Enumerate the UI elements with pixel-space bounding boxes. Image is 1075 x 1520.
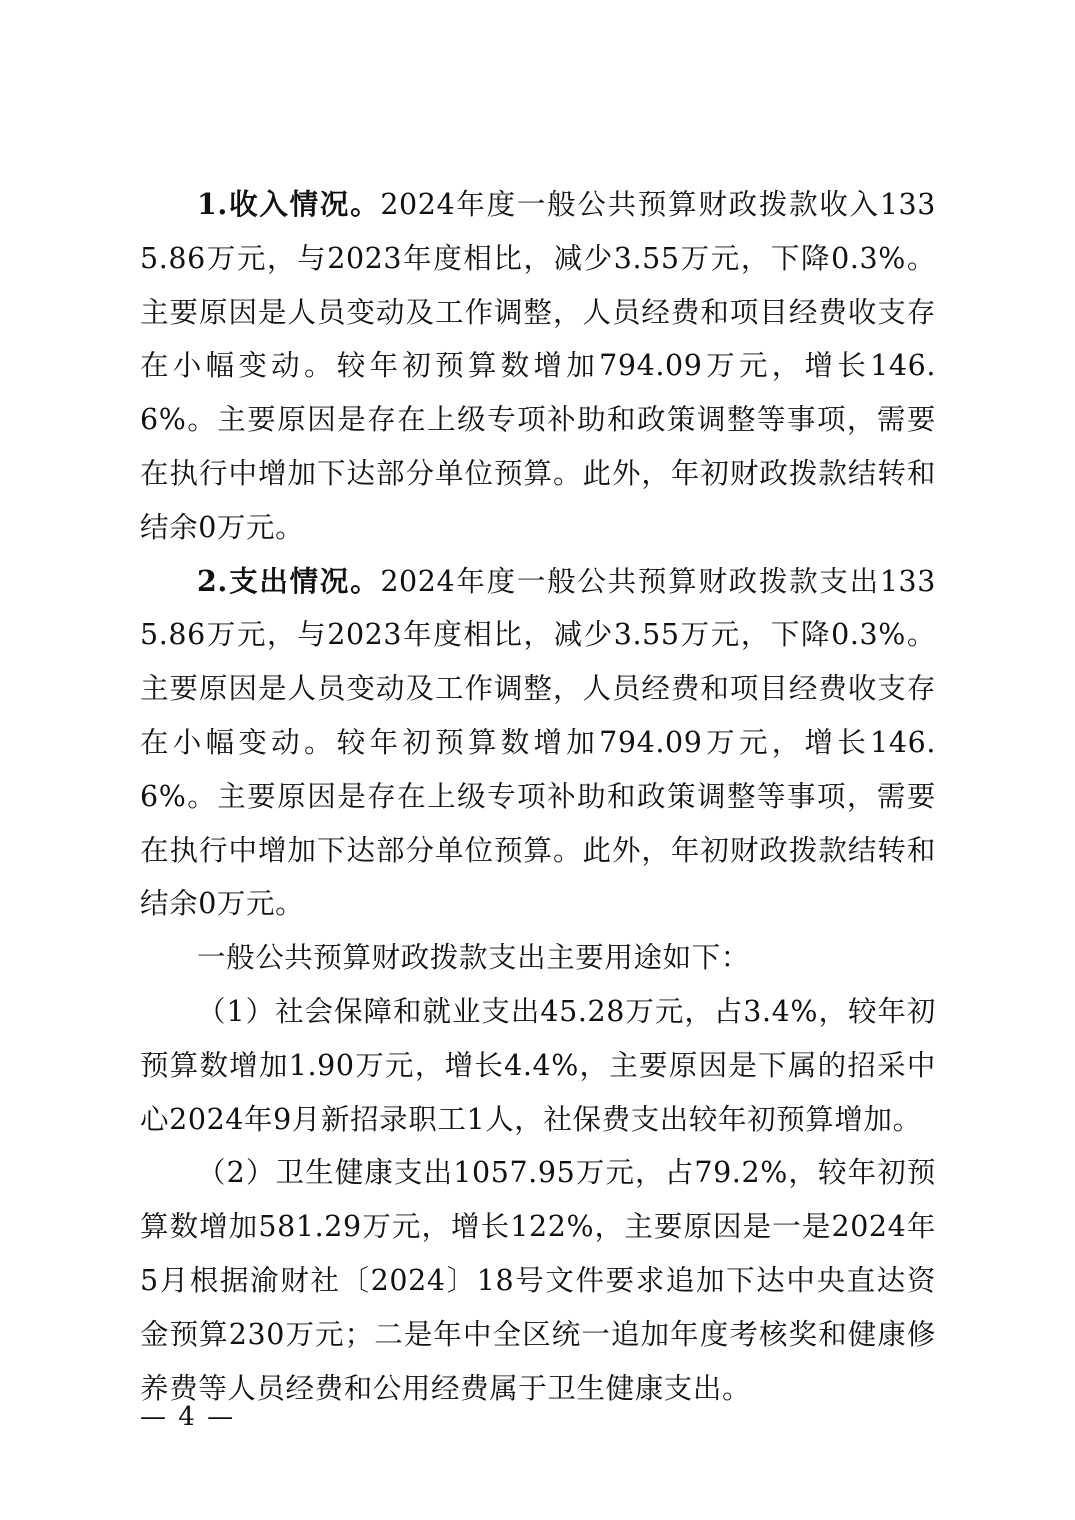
- document-body: [140, 178, 936, 1415]
- expense-paragraph: [140, 555, 936, 932]
- expense-text: 2024年度一般公共预算财政拨款支出1335.86万元，与2023年度相比，减少3.55万元，下降0.3%。主要原因是人员变动及工作调整，人员经费和项目经费收支存在小幅变动。较年初预算数增加794.09万元，增长146.6%。主要原因是存在上级专项补助和政策调整等事项，需要在执行中增加下达部分单位预算。此外，年初财政拨款结转和结余0万元。: [140, 564, 937, 921]
- page-number: — 4 —: [140, 1402, 236, 1432]
- expense-heading: 2.支出情况。: [197, 563, 381, 598]
- usage-item-health: （2）卫生健康支出1057.95万元，占79.2%，较年初预算数增加581.29万元，增长122%，主要原因是一是2024年5月根据渝财社〔2024〕18号文件要求追加下达中央直达资金预算230万元；二是年中全区统一追加年度考核奖和健康修养费等人员经费和公用经费属于卫生健康支出。: [140, 1156, 936, 1405]
- income-text: 2024年度一般公共预算财政拨款收入1335.86万元，与2023年度相比，减少3.55万元，下降0.3%。主要原因是人员变动及工作调整，人员经费和项目经费收支存在小幅变动。较年初预算数增加794.09万元，增长146.6%。主要原因是存在上级专项补助和政策调整等事项，需要在执行中增加下达部分单位预算。此外，年初财政拨款结转和结余0万元。: [140, 188, 937, 544]
- income-heading: 1.收入情况。: [197, 187, 381, 221]
- income-paragraph: [140, 178, 936, 555]
- usage-item-social-security: （1）社会保障和就业支出45.28万元，占3.4%，较年初预算数增加1.90万元，增长4.4%，主要原因是下属的招采中心2024年9月新招录职工1人，社保费支出较年初预算增加。: [140, 994, 936, 1136]
- usage-intro: 一般公共预算财政拨款支出主要用途如下：: [197, 941, 750, 975]
